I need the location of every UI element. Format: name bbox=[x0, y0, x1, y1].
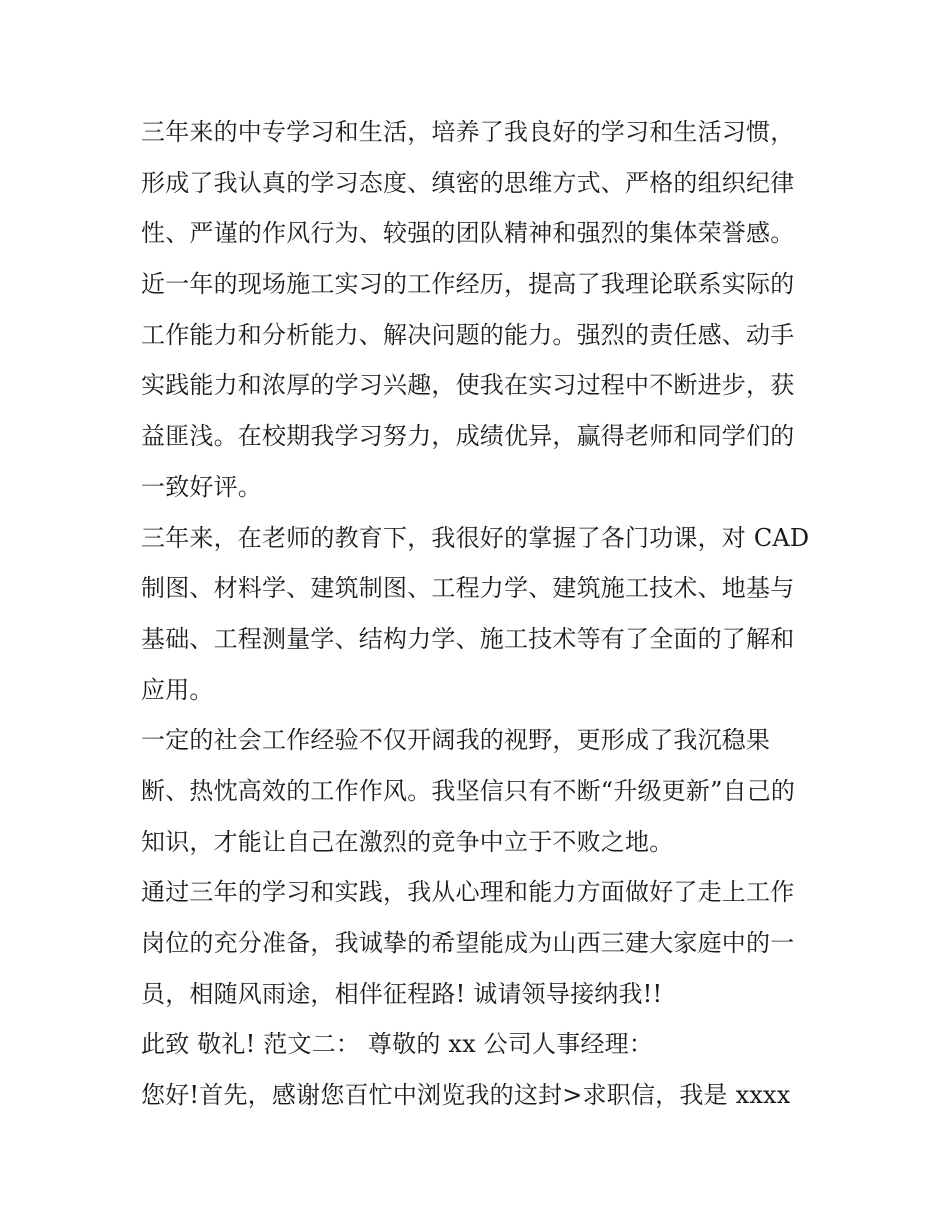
text-line: 一致好评。 bbox=[141, 472, 262, 501]
text-line: 知识，才能让自己在激烈的竞争中立于不败之地。 bbox=[141, 827, 674, 856]
text-line: 形成了我认真的学习态度、缜密的思维方式、严格的组织纪律 bbox=[141, 168, 795, 197]
text-line: 员，相随风雨途，相伴征程路! 诚请领导接纳我!! bbox=[141, 979, 663, 1008]
text-line: 三年来，在老师的教育下，我很好的掌握了各门功课，对 CAD bbox=[141, 523, 810, 552]
text-line: 此致 敬礼! 范文二： 尊敬的 xx 公司人事经理： bbox=[141, 1030, 654, 1059]
text-line: 近一年的现场施工实习的工作经历，提高了我理论联系实际的 bbox=[141, 270, 795, 299]
text-line: 益匪浅。在校期我学习努力，成绩优异，赢得老师和同学们的 bbox=[141, 422, 795, 451]
text-line: 断、热忱高效的工作作风。我坚信只有不断“升级更新”自己的 bbox=[141, 776, 796, 805]
text-line: 三年来的中专学习和生活，培养了我良好的学习和生活习惯， bbox=[141, 118, 795, 146]
text-line: 应用。 bbox=[141, 675, 214, 704]
text-line: 工作能力和分析能力、解决问题的能力。强烈的责任感、动手 bbox=[141, 320, 795, 349]
text-line: 制图、材料学、建筑制图、工程力学、建筑施工技术、地基与 bbox=[141, 574, 795, 603]
document-body bbox=[141, 107, 821, 1121]
text-line: 通过三年的学习和实践，我从心理和能力方面做好了走上工作 bbox=[141, 878, 795, 907]
text-line: 一定的社会工作经验不仅开阔我的视野，更形成了我沉稳果 bbox=[141, 726, 771, 755]
text-line: 性、严谨的作风行为、较强的团队精神和强烈的集体荣誉感。 bbox=[141, 219, 795, 248]
text-line: 岗位的充分准备，我诚挚的希望能成为山西三建大家庭中的一 bbox=[141, 929, 795, 957]
text-line: 基础、工程测量学、结构力学、施工技术等有了全面的了解和 bbox=[141, 624, 795, 653]
text-line: 您好!首先，感谢您百忙中浏览我的这封>求职信，我是 xxxx bbox=[141, 1081, 791, 1110]
text-line: 实践能力和浓厚的学习兴趣，使我在实习过程中不断进步，获 bbox=[141, 371, 795, 400]
